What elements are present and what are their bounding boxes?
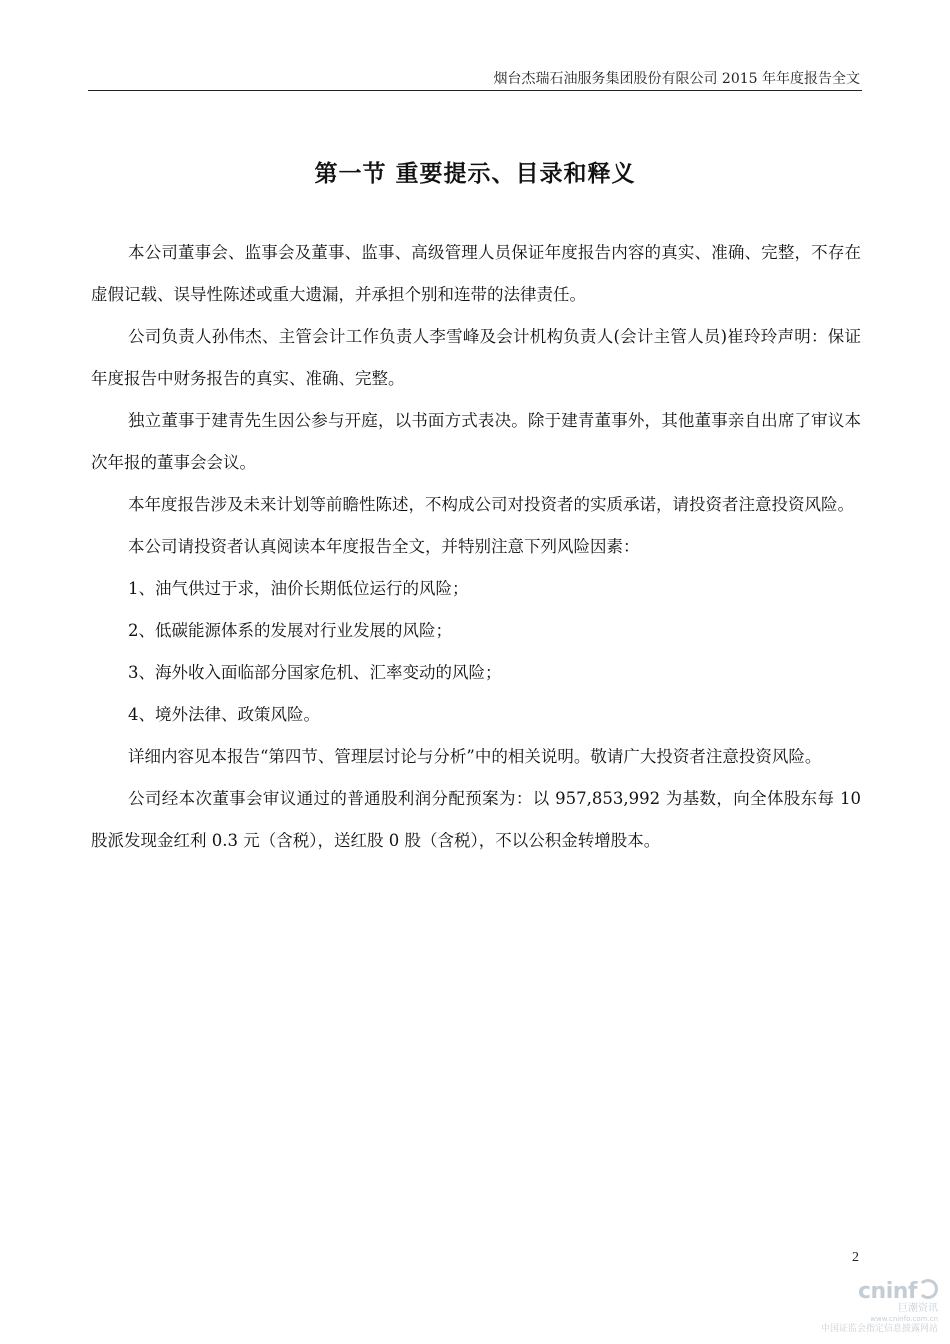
watermark-logo-text: cninf [858,1279,917,1304]
watermark-tagline: 中国证监会指定信息披露网站 [820,1324,938,1334]
risk-item-4: 4、境外法律、政策风险。 [128,705,320,724]
watermark-logo-icon [918,1279,938,1299]
paragraph-dividend: 公司经本次董事会审议通过的普通股利润分配预案为：以 957,853,992 为基数，向全体股东每 10 股派发现金红利 0.3 元（含税），送红股 0 股（含税），不以公积金转增股本。 [91,789,861,850]
paragraph-details: 详细内容见本报告“第四节、管理层讨论与分析”中的相关说明。敬请广大投资者注意投资风险。 [128,747,822,766]
cninfo-watermark [808,1279,938,1334]
document-body [91,232,861,862]
paragraph-risk-intro: 本公司请投资者认真阅读本年度报告全文，并特别注意下列风险因素： [128,537,640,556]
running-header: 烟台杰瑞石油服务集团股份有限公司 2015 年年度报告全文 [493,71,860,87]
watermark-url: www.cninfo.com.cn [870,1315,938,1323]
paragraph-independent-director: 独立董事于建青先生因公参与开庭，以书面方式表决。除于建青董事外，其他董事亲自出席了审议本次年报的董事会会议。 [91,411,861,472]
page-number: 2 [852,1250,859,1265]
header-rule [88,90,862,91]
section-title: 第一节 重要提示、目录和释义 [314,161,636,187]
risk-item-2: 2、低碳能源体系的发展对行业发展的风险； [128,621,452,640]
paragraph-forward-looking: 本年度报告涉及未来计划等前瞻性陈述，不构成公司对投资者的实质承诺，请投资者注意投资风险。 [128,495,854,514]
risk-item-1: 1、油气供过于求，油价长期低位运行的风险； [128,579,469,598]
watermark-sub: 巨潮资讯 [898,1303,938,1314]
paragraph-declaration: 公司负责人孙伟杰、主管会计工作负责人李雪峰及会计机构负责人(会计主管人员)崔玲玲声明：保证年度报告中财务报告的真实、准确、完整。 [91,327,861,388]
paragraph-responsibility: 本公司董事会、监事会及董事、监事、高级管理人员保证年度报告内容的真实、准确、完整，不存在虚假记载、误导性陈述或重大遗漏，并承担个别和连带的法律责任。 [91,243,861,304]
watermark-logo [808,1279,938,1303]
risk-item-3: 3、海外收入面临部分国家危机、汇率变动的风险； [128,663,502,682]
